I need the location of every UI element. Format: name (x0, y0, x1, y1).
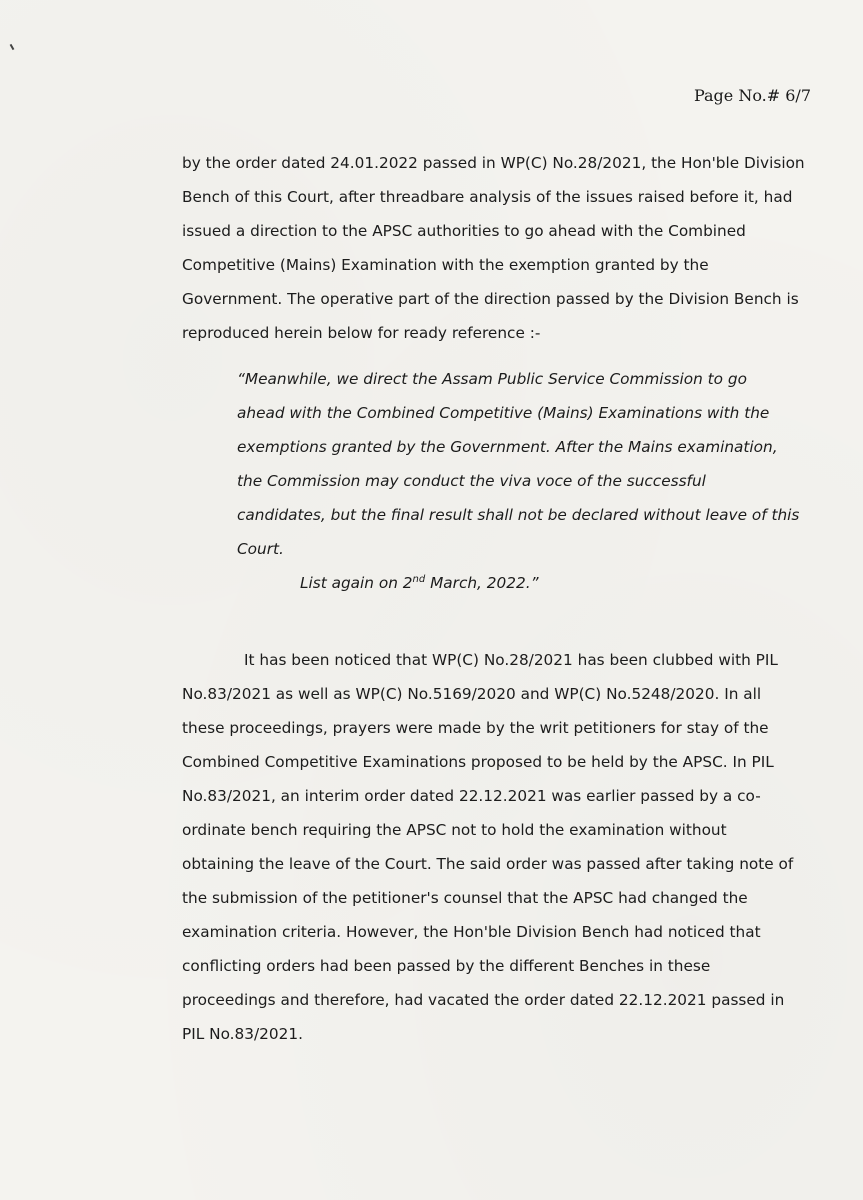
quote-line: ahead with the Combined Competitive (Mains) Examinations with the (237, 404, 770, 422)
paragraph-2-line: conflicting orders had been passed by the different Benches in these (182, 957, 711, 975)
paragraph-2-line: proceedings and therefore, had vacated the order dated 22.12.2021 passed in (182, 991, 785, 1009)
paragraph-1-line: by the order dated 24.01.2022 passed in WP(C) No.28/2021, the Hon'ble Division (182, 154, 805, 172)
paragraph-2-line: Combined Competitive Examinations proposed to be held by the APSC. In PIL (182, 753, 774, 771)
paragraph-2-line: the submission of the petitioner's counsel that the APSC had changed the (182, 889, 748, 907)
quote-line: the Commission may conduct the viva voce of the successful (237, 472, 706, 490)
quoted-direction (237, 362, 837, 600)
scan-speck (10, 44, 15, 50)
paragraph-2-line: No.83/2021, an interim order dated 22.12.2021 was earlier passed by a co- (182, 787, 761, 805)
paragraph-1-line: Government. The operative part of the direction passed by the Division Bench is (182, 290, 799, 308)
paragraph-2-line: It has been noticed that WP(C) No.28/2021 has been clubbed with PIL (244, 651, 778, 669)
paragraph-2-line: these proceedings, prayers were made by the writ petitioners for stay of the (182, 719, 769, 737)
paragraph-2 (182, 643, 822, 1051)
list-again-line (237, 566, 837, 600)
paragraph-2-line: obtaining the leave of the Court. The said order was passed after taking note of (182, 855, 794, 873)
paragraph-1-line: Competitive (Mains) Examination with the exemption granted by the (182, 256, 709, 274)
paragraph-1-line: Bench of this Court, after threadbare analysis of the issues raised before it, had (182, 188, 793, 206)
list-again-prefix: List again on 2 (300, 574, 413, 592)
paragraph-2-line: PIL No.83/2021. (182, 1025, 303, 1043)
paragraph-1 (182, 146, 822, 350)
quote-line: candidates, but the final result shall not be declared without leave of this (237, 506, 800, 524)
quote-line: exemptions granted by the Government. After the Mains examination, (237, 438, 778, 456)
paragraph-2-line: ordinate bench requiring the APSC not to hold the examination without (182, 821, 727, 839)
paragraph-1-line: reproduced herein below for ready reference :- (182, 324, 541, 342)
quote-line: Court. (237, 540, 284, 558)
list-again-superscript: nd (412, 573, 426, 585)
paragraph-2-line: examination criteria. However, the Hon'ble Division Bench had noticed that (182, 923, 761, 941)
list-again-suffix: March, 2022.” (425, 574, 539, 592)
quote-line: “Meanwhile, we direct the Assam Public Service Commission to go (237, 370, 747, 388)
page-number: Page No.# 6/7 (693, 86, 811, 105)
paragraph-1-line: issued a direction to the APSC authorities to go ahead with the Combined (182, 222, 746, 240)
paragraph-2-line: No.83/2021 as well as WP(C) No.5169/2020 and WP(C) No.5248/2020. In all (182, 685, 762, 703)
